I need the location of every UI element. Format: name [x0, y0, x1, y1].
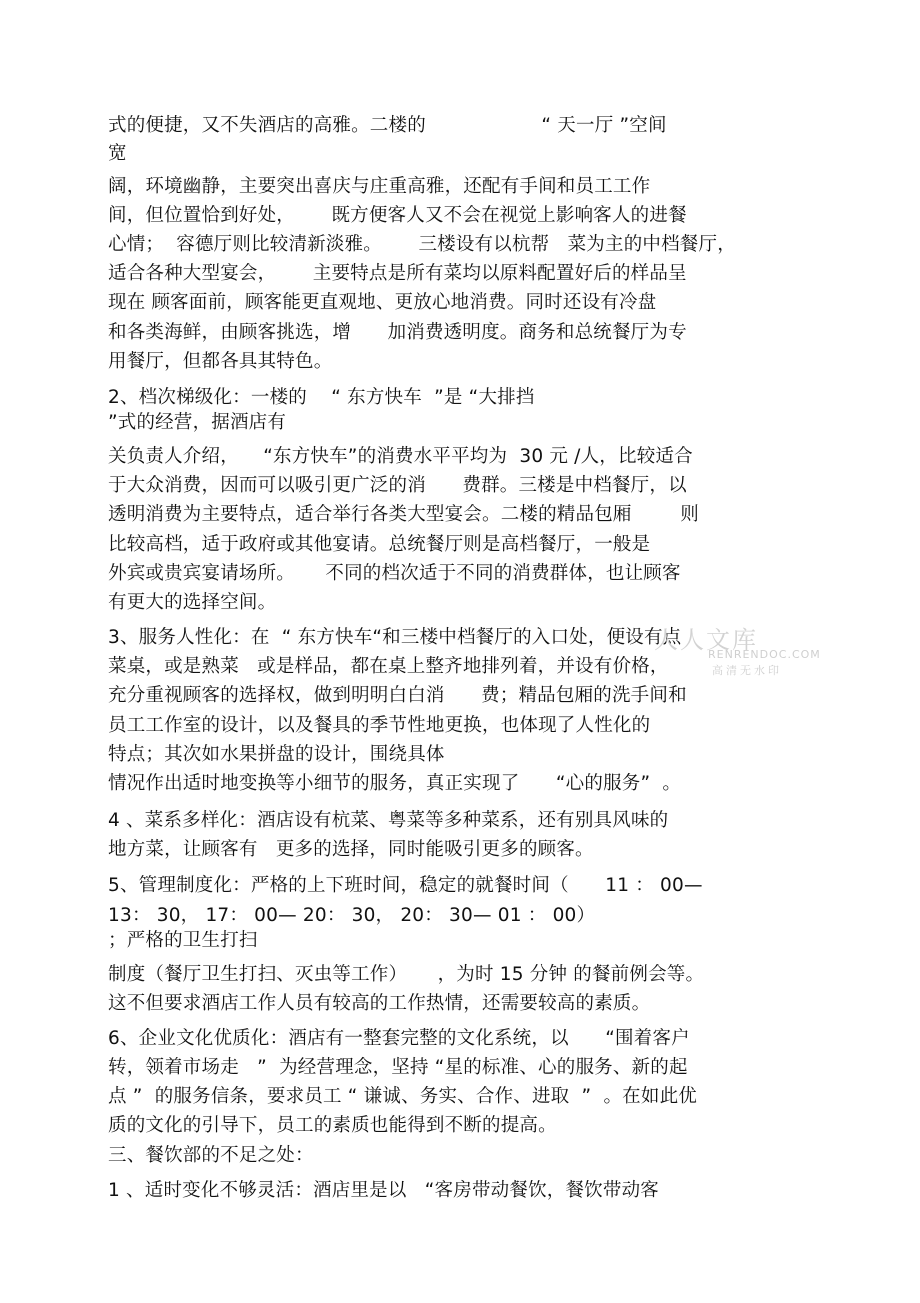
text-line: 心情； 容德厅则比较清新淡雅。 三楼设有以杭帮 菜为主的中档餐厅，: [108, 234, 736, 255]
text-line: 有更大的选择空间。: [108, 592, 277, 613]
text-line: 质的文化的引导下，员工的素质也能得到不断的提高。: [108, 1115, 557, 1136]
text-line: 制度（餐厅卫生打扫、灭虫等工作） ，为时 15 分钟 的餐前例会等。: [108, 964, 705, 985]
text-line: 用餐厅，但都各具其特色。: [108, 351, 333, 372]
watermark-main: 人人文库: [654, 626, 758, 654]
text-line: 式的便捷，又不失酒店的高雅。二楼的 “ 天一厅 ”空间: [108, 115, 667, 136]
text-line: 菜桌，或是熟菜 或是样品，都在桌上整齐地排列着，并设有价格，: [108, 656, 669, 677]
text-line: 转，领着市场走 ” 为经营理念，坚持 “星的标准、心的服务、新的起: [108, 1057, 688, 1078]
text-line: ”式的经营，据酒店有: [108, 412, 287, 433]
text-line: 间，但位置恰到好处， 既方便客人又不会在视觉上影响客人的进餐: [108, 205, 687, 226]
text-line: 13： 30， 17： 00— 20： 30， 20： 30— 01 ： 00）: [108, 905, 596, 926]
text-line: 6、企业文化优质化：酒店有一整套完整的文化系统，以 “围着客户: [108, 1028, 690, 1049]
text-line: 宽: [108, 143, 127, 164]
text-line: 三、餐饮部的不足之处：: [108, 1145, 314, 1166]
watermark-sub2: 高清无水印: [712, 664, 782, 677]
text-line: 4 、菜系多样化：酒店设有杭菜、粤菜等多种菜系，还有别具风味的: [108, 810, 669, 831]
text-line: 适合各种大型宴会， 主要特点是所有菜均以原料配置好后的样品呈: [108, 263, 687, 284]
text-line: 点 ” 的服务信条，要求员工 “ 谦诚、务实、合作、进取 ” 。在如此优: [108, 1086, 697, 1107]
text-line: ；严格的卫生打扫: [108, 930, 258, 951]
watermark-sub: RENRENDOC.COM: [708, 648, 821, 661]
text-line: 特点；其次如水果拼盘的设计，围绕具体: [108, 744, 445, 765]
text-line: 透明消费为主要特点，适合举行各类大型宴会。二楼的精品包厢 则: [108, 504, 699, 525]
text-line: 2、档次梯级化：一楼的 “ 东方快车 ”是 “大排挡: [108, 387, 535, 408]
text-line: 外宾或贵宾宴请场所。 不同的档次适于不同的消费群体，也让顾客: [108, 563, 681, 584]
text-line: 1 、适时变化不够灵活：酒店里是以 “客房带动餐饮，餐饮带动客: [108, 1180, 659, 1201]
text-line: 阔，环境幽静，主要突出喜庆与庄重高雅，还配有手间和员工工作: [108, 176, 651, 197]
text-line: 比较高档，适于政府或其他宴请。总统餐厅则是高档餐厅，一般是: [108, 534, 651, 555]
text-line: 这不但要求酒店工作人员有较高的工作热情，还需要较高的素质。: [108, 993, 651, 1014]
text-line: 和各类海鲜，由顾客挑选，增 加消费透明度。商务和总统餐厅为专: [108, 322, 687, 343]
text-line: 现在 顾客面前，顾客能更直观地、更放心地消费。同时还设有冷盘: [108, 292, 657, 313]
text-line: 于大众消费，因而可以吸引更广泛的消 费群。三楼是中档餐厅，以: [108, 475, 687, 496]
text-line: 地方菜，让顾客有 更多的选择，同时能吸引更多的顾客。: [108, 839, 594, 860]
text-line: 3、服务人性化：在 “ 东方快车“和三楼中档餐厅的入口处，便设有点: [108, 627, 682, 648]
text-line: 情况作出适时地变换等小细节的服务，真正实现了 “心的服务” 。: [108, 773, 682, 794]
text-line: 关负责人介绍， “东方快车”的消费水平平均为 30 元 /人，比较适合: [108, 446, 693, 467]
text-line: 5、管理制度化：严格的上下班时间，稳定的就餐时间（ 11 ： 00—: [108, 875, 703, 896]
text-line: 员工工作室的设计，以及餐具的季节性地更换，也体现了人性化的: [108, 715, 651, 736]
text-line: 充分重视顾客的选择权，做到明明白白消 费；精品包厢的洗手间和: [108, 685, 687, 706]
